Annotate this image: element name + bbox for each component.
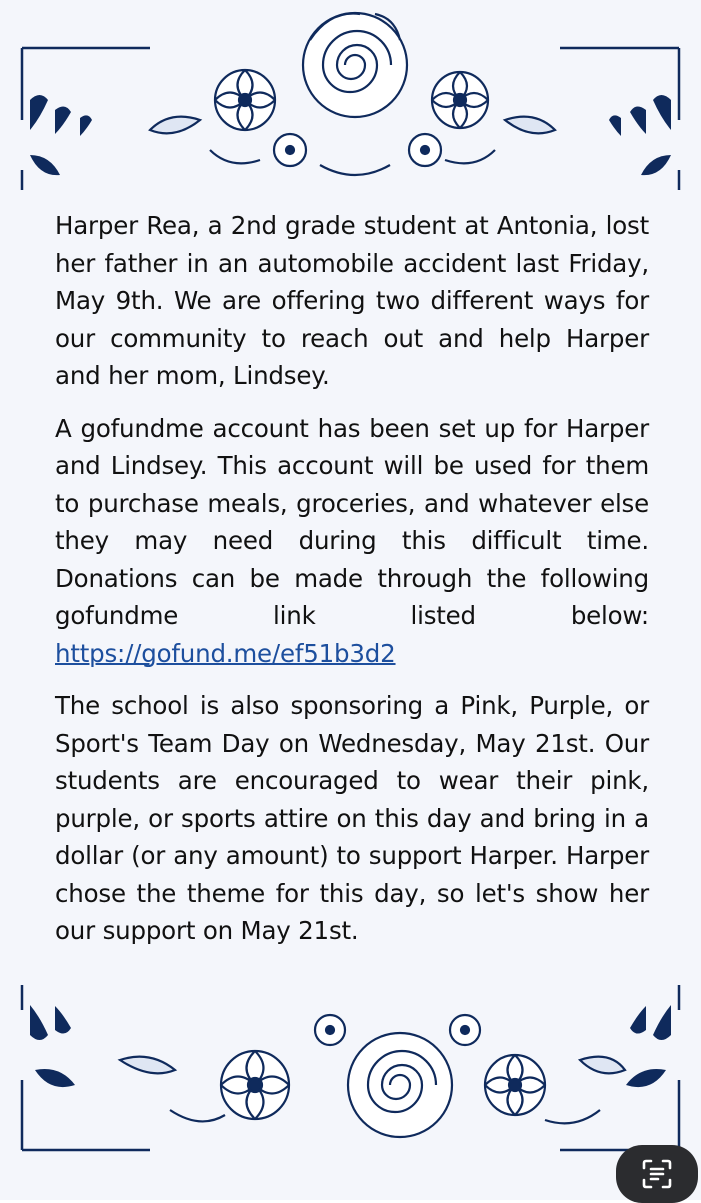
notice-paragraph-1: Harper Rea, a 2nd grade student at Antonia, lost her father in an automobile accident last Friday, May 9th. We are offering two different ways for our community to reach out and help Harper and her mom, Lindsey.	[55, 211, 649, 390]
notice-paragraph-3: The school is also sponsoring a Pink, Purple, or Sport's Team Day on Wednesday, May 21st. Our students are encouraged to wear their pink, purple, or sports attire on this day and bring in a dollar (or any amount) to support Harper. Harper chose the theme for this day, so let's show her our support on May 21st.	[55, 691, 649, 945]
notice-paragraph-2-text: A gofundme account has been set up for Harper and Lindsey. This account will be used for them to purchase meals, groceries, and whatever else they may need during this difficult time. Donations can be made through the following gofundme link listed below:	[55, 413, 649, 630]
notice-body	[55, 207, 649, 965]
floral-bottom-ornament-icon	[120, 1015, 625, 1137]
floral-top-ornament-icon	[150, 13, 555, 175]
scan-text-icon	[640, 1157, 674, 1191]
frame-corner-bottom-right	[560, 1080, 679, 1150]
gofundme-link[interactable]: https://gofund.me/ef51b3d2	[55, 638, 396, 668]
notice-paragraph-2	[55, 410, 649, 673]
scan-text-button[interactable]	[616, 1145, 698, 1203]
frame-corner-bottom-left	[22, 1080, 150, 1150]
